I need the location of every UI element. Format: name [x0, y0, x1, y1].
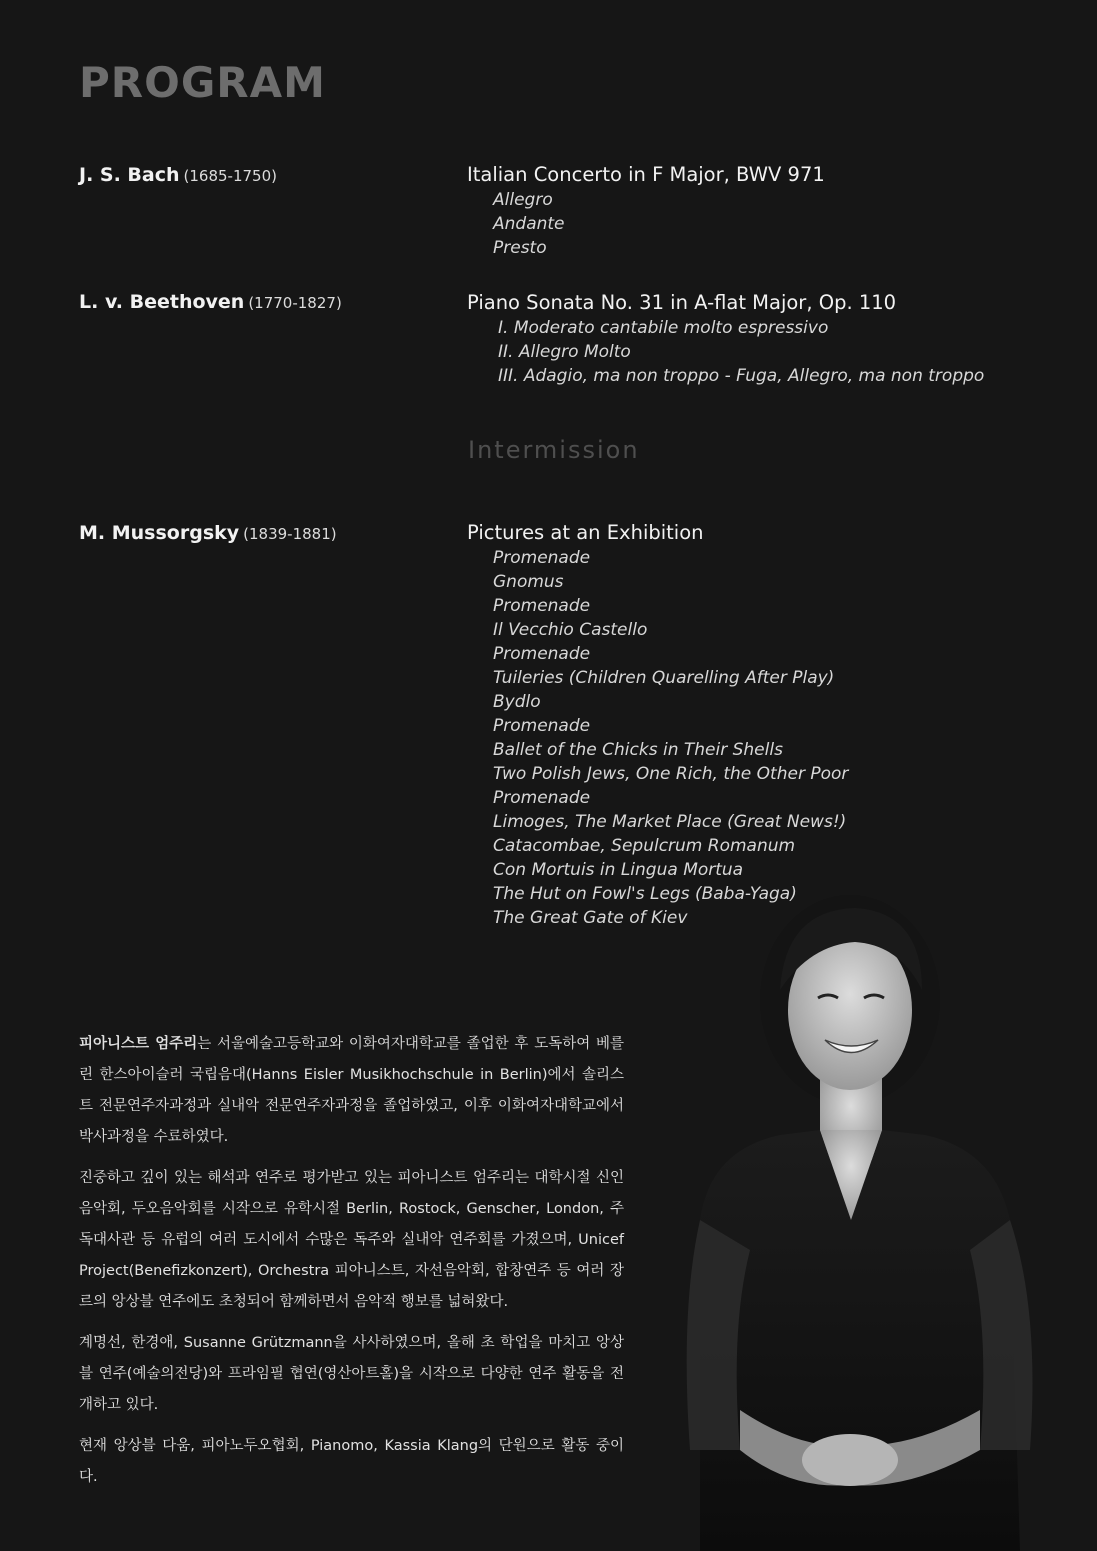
- movement-list: [467, 316, 984, 388]
- bio-paragraph-2: 진중하고 깊이 있는 해석과 연주로 평가받고 있는 피아니스트 엄주리는 대학시절 신인음악회, 두오음악회를 시작으로 유학시절 Berlin, Rostock, Genscher, London, 주독대사관 등 유럽의 여러 도시에서 수많은 독주와 실내악 연주회를 가졌으며, Unicef Project(Benefizkonzert), Orchestra 피아니스트, 자선음악회, 합창연주 등 여러 장르의 앙상블 연주에도 초청되어 함께하면서 음악적 행보를 넓혀왔다.: [79, 1170, 624, 1310]
- movement: Tuileries (Children Quarelling After Play): [493, 668, 835, 688]
- bio-paragraph-3: 계명선, 한경애, Susanne Grützmann을 사사하였으며, 올해 초 학업을 마치고 앙상블 연주(예술의전당)와 프라임필 협연(영산아트홀)을 시작으로 다양한 연주 활동을 전개하고 있다.: [79, 1335, 624, 1413]
- biography: [79, 1029, 624, 1503]
- movement: III. Adagio, ma non troppo - Fuga, Allegro, ma non troppo: [498, 366, 985, 386]
- composer-bach: [79, 164, 277, 186]
- movement: Promenade: [493, 548, 591, 568]
- movement: Limoges, The Market Place (Great News!): [493, 812, 847, 832]
- movement: Andante: [493, 214, 565, 234]
- movement: Ballet of the Chicks in Their Shells: [493, 740, 783, 760]
- composer-years: (1839-1881): [243, 525, 337, 543]
- work-beethoven: [467, 290, 984, 388]
- movement: Promenade: [493, 644, 591, 664]
- movement: Con Mortuis in Lingua Mortua: [493, 860, 744, 880]
- movement: Catacombae, Sepulcrum Romanum: [493, 836, 796, 856]
- composer-beethoven: [79, 291, 342, 313]
- movement: The Great Gate of Kiev: [493, 908, 688, 928]
- movement: Il Vecchio Castello: [493, 620, 648, 640]
- pianist-portrait: [660, 890, 1097, 1551]
- movement: Presto: [493, 238, 547, 258]
- movement: II. Allegro Molto: [498, 342, 631, 362]
- work-title: Piano Sonata No. 31 in A-flat Major, Op. 110: [467, 291, 897, 314]
- movement: The Hut on Fowl's Legs (Baba-Yaga): [493, 884, 797, 904]
- movement-list: [467, 546, 848, 930]
- work-mussorgsky: [467, 520, 848, 930]
- bio-text: 는 서울예술고등학교와 이화여자대학교를 졸업한 후 도독하여 베를린 한스아이슬러 국립음대(Hanns Eisler Musikhochschule in Berlin)에서 솔리스트 전문연주자과정과 실내악 전문연주자과정을 졸업하였고, 이후 이화여자대학교에서 박사과정을 수료하였다.: [79, 1036, 624, 1145]
- composer-name: J. S. Bach: [79, 164, 180, 186]
- work-title: Italian Concerto in F Major, BWV 971: [467, 163, 825, 186]
- movement: Promenade: [493, 596, 591, 616]
- movement: Gnomus: [493, 572, 564, 592]
- movement: Promenade: [493, 716, 591, 736]
- bio-paragraph-4: 현재 앙상블 다움, 피아노두오협회, Pianomo, Kassia Klang의 단원으로 활동 중이다.: [79, 1438, 624, 1485]
- movement: Two Polish Jews, One Rich, the Other Poor: [493, 764, 849, 784]
- pianist-name: 피아니스트 엄주리: [79, 1036, 198, 1052]
- composer-name: L. v. Beethoven: [79, 291, 245, 313]
- page-title: PROGRAM: [79, 58, 326, 107]
- composer-mussorgsky: [79, 522, 337, 544]
- composer-years: (1685-1750): [183, 167, 277, 185]
- movement-list: [467, 188, 825, 260]
- work-title: Pictures at an Exhibition: [467, 521, 704, 544]
- movement: Promenade: [493, 788, 591, 808]
- bio-paragraph-1: [79, 1029, 624, 1153]
- movement: Bydlo: [493, 692, 541, 712]
- intermission-label: Intermission: [468, 436, 640, 464]
- movement: I. Moderato cantabile molto espressivo: [498, 318, 829, 338]
- movement: Allegro: [493, 190, 553, 210]
- work-bach: [467, 162, 825, 260]
- composer-years: (1770-1827): [248, 294, 342, 312]
- composer-name: M. Mussorgsky: [79, 522, 240, 544]
